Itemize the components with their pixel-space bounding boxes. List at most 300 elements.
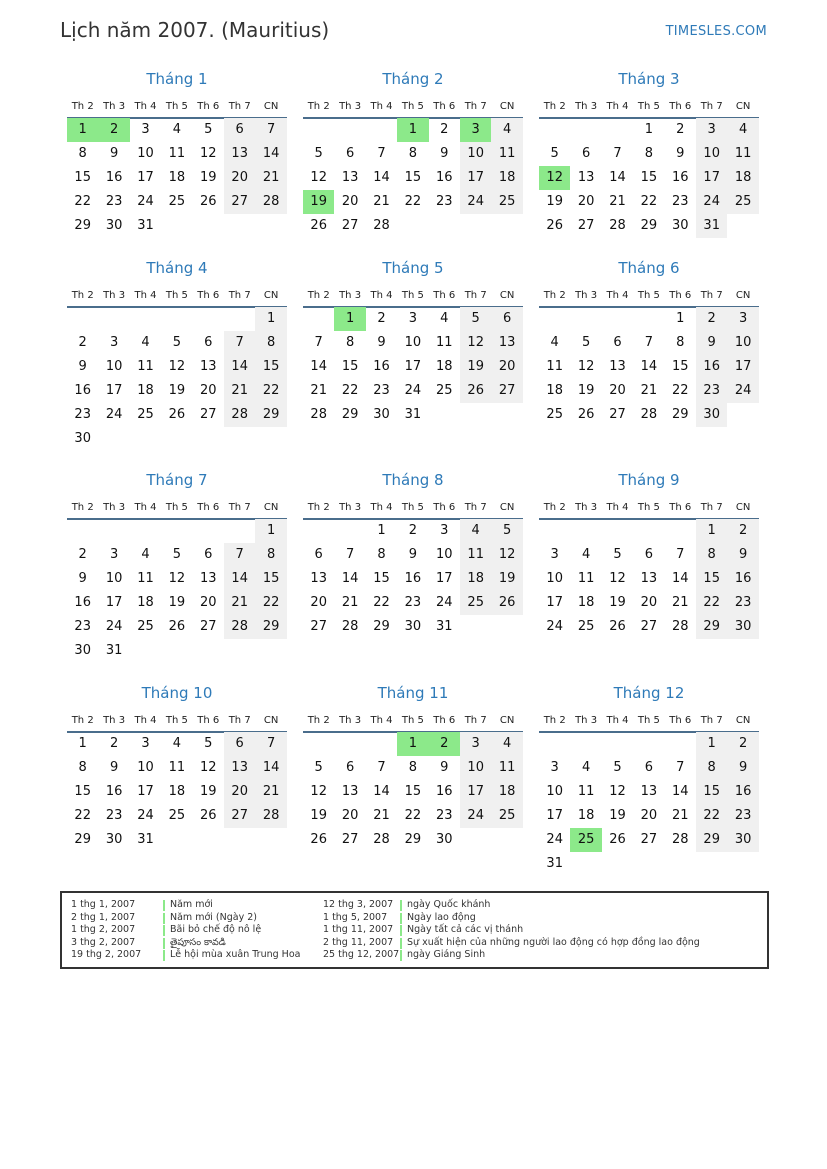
day-cell[interactable]: 26 — [460, 379, 491, 403]
day-cell[interactable]: 31 — [105, 643, 123, 658]
day-cell[interactable]: 7 — [255, 118, 286, 142]
day-cell[interactable]: 1 — [255, 307, 286, 331]
day-cell[interactable]: 8 — [408, 760, 418, 775]
day-cell[interactable]: 20 — [200, 383, 217, 398]
day-cell[interactable]: 24 — [137, 194, 154, 209]
day-cell[interactable]: 25 — [577, 619, 595, 634]
day-cell[interactable]: 15 — [373, 571, 390, 586]
day-cell[interactable]: 13 — [341, 784, 359, 799]
day-cell[interactable]: 8 — [377, 547, 386, 562]
day-cell[interactable]: 24 — [546, 619, 563, 634]
day-cell[interactable]: 5 — [613, 547, 622, 562]
day-cell[interactable]: 22 — [74, 194, 91, 209]
day-cell[interactable]: 22 — [341, 383, 359, 398]
day-cell[interactable]: 2 — [377, 311, 386, 326]
day-cell[interactable]: 14 — [255, 142, 286, 166]
day-cell[interactable]: 27 — [310, 619, 327, 634]
holiday-day-cell[interactable]: 3 — [460, 118, 491, 142]
day-cell[interactable]: 17 — [137, 784, 154, 799]
day-cell[interactable]: 21 — [640, 383, 658, 398]
day-cell[interactable]: 18 — [577, 595, 595, 610]
day-cell[interactable]: 13 — [640, 571, 658, 586]
day-cell[interactable]: 19 — [168, 595, 186, 610]
day-cell[interactable]: 7 — [345, 547, 355, 562]
day-cell[interactable]: 18 — [491, 166, 522, 190]
day-cell[interactable]: 20 — [224, 780, 255, 804]
day-cell[interactable]: 9 — [78, 571, 87, 586]
day-cell[interactable]: 7 — [224, 543, 255, 567]
day-cell[interactable]: 9 — [676, 146, 685, 161]
day-cell[interactable]: 6 — [314, 547, 323, 562]
day-cell[interactable]: 18 — [168, 170, 186, 185]
holiday-day-cell[interactable]: 19 — [303, 190, 334, 214]
day-cell[interactable]: 17 — [436, 571, 453, 586]
day-cell[interactable]: 28 — [373, 218, 390, 233]
day-cell[interactable]: 14 — [341, 571, 359, 586]
day-cell[interactable]: 26 — [546, 218, 563, 233]
day-cell[interactable]: 25 — [460, 591, 491, 615]
day-cell[interactable]: 23 — [436, 808, 453, 823]
day-cell[interactable]: 5 — [460, 307, 491, 331]
brand-link[interactable]: TIMESLES.COM — [665, 24, 767, 39]
day-cell[interactable]: 31 — [546, 856, 563, 871]
day-cell[interactable]: 7 — [676, 547, 685, 562]
day-cell[interactable]: 21 — [310, 383, 327, 398]
day-cell[interactable]: 30 — [727, 828, 758, 852]
day-cell[interactable]: 3 — [141, 736, 150, 751]
day-cell[interactable]: 4 — [491, 118, 522, 142]
day-cell[interactable]: 16 — [74, 595, 91, 610]
day-cell[interactable]: 6 — [204, 547, 213, 562]
day-cell[interactable]: 26 — [491, 591, 522, 615]
day-cell[interactable]: 21 — [609, 194, 626, 209]
day-cell[interactable]: 11 — [137, 571, 154, 586]
day-cell[interactable]: 15 — [696, 567, 727, 591]
day-cell[interactable]: 6 — [224, 118, 255, 142]
day-cell[interactable]: 26 — [577, 407, 595, 422]
day-cell[interactable]: 25 — [727, 190, 758, 214]
day-cell[interactable]: 30 — [404, 619, 422, 634]
day-cell[interactable]: 14 — [373, 170, 390, 185]
day-cell[interactable]: 3 — [550, 760, 559, 775]
day-cell[interactable]: 11 — [577, 784, 595, 799]
day-cell[interactable]: 21 — [224, 379, 255, 403]
day-cell[interactable]: 23 — [105, 808, 123, 823]
day-cell[interactable]: 6 — [224, 732, 255, 756]
day-cell[interactable]: 28 — [672, 619, 689, 634]
day-cell[interactable]: 16 — [404, 571, 422, 586]
day-cell[interactable]: 2 — [408, 523, 418, 538]
day-cell[interactable]: 18 — [727, 166, 758, 190]
holiday-day-cell[interactable]: 1 — [397, 118, 428, 142]
day-cell[interactable]: 22 — [74, 808, 91, 823]
day-cell[interactable]: 3 — [550, 547, 559, 562]
day-cell[interactable]: 29 — [255, 615, 286, 639]
day-cell[interactable]: 2 — [727, 732, 758, 756]
day-cell[interactable]: 20 — [491, 355, 522, 379]
day-cell[interactable]: 30 — [105, 832, 123, 847]
day-cell[interactable]: 14 — [609, 170, 626, 185]
day-cell[interactable]: 3 — [440, 523, 449, 538]
day-cell[interactable]: 7 — [224, 331, 255, 355]
day-cell[interactable]: 25 — [168, 808, 186, 823]
day-cell[interactable]: 6 — [644, 760, 654, 775]
day-cell[interactable]: 27 — [341, 218, 359, 233]
day-cell[interactable]: 4 — [172, 122, 182, 137]
day-cell[interactable]: 26 — [200, 194, 217, 209]
day-cell[interactable]: 30 — [74, 431, 91, 446]
day-cell[interactable]: 13 — [200, 359, 217, 374]
day-cell[interactable]: 12 — [310, 170, 327, 185]
holiday-day-cell[interactable]: 25 — [570, 828, 601, 852]
day-cell[interactable]: 22 — [696, 804, 727, 828]
day-cell[interactable]: 8 — [345, 335, 355, 350]
day-cell[interactable]: 16 — [727, 567, 758, 591]
day-cell[interactable]: 18 — [491, 780, 522, 804]
day-cell[interactable]: 17 — [696, 166, 727, 190]
day-cell[interactable]: 18 — [137, 595, 154, 610]
day-cell[interactable]: 29 — [696, 615, 727, 639]
day-cell[interactable]: 12 — [200, 760, 217, 775]
day-cell[interactable]: 25 — [137, 407, 154, 422]
day-cell[interactable]: 2 — [440, 122, 449, 137]
day-cell[interactable]: 12 — [491, 543, 522, 567]
day-cell[interactable]: 11 — [491, 142, 522, 166]
day-cell[interactable]: 11 — [577, 571, 595, 586]
day-cell[interactable]: 26 — [310, 832, 327, 847]
day-cell[interactable]: 31 — [404, 407, 422, 422]
day-cell[interactable]: 27 — [640, 619, 658, 634]
day-cell[interactable]: 14 — [255, 756, 286, 780]
day-cell[interactable]: 23 — [404, 595, 422, 610]
day-cell[interactable]: 23 — [672, 194, 689, 209]
day-cell[interactable]: 13 — [577, 170, 595, 185]
day-cell[interactable]: 31 — [436, 619, 453, 634]
day-cell[interactable]: 22 — [672, 383, 689, 398]
day-cell[interactable]: 21 — [224, 591, 255, 615]
day-cell[interactable]: 31 — [696, 214, 727, 238]
day-cell[interactable]: 27 — [577, 218, 595, 233]
day-cell[interactable]: 6 — [345, 760, 355, 775]
day-cell[interactable]: 9 — [78, 359, 87, 374]
day-cell[interactable]: 7 — [377, 760, 386, 775]
day-cell[interactable]: 29 — [672, 407, 689, 422]
day-cell[interactable]: 4 — [460, 519, 491, 543]
day-cell[interactable]: 29 — [74, 218, 91, 233]
day-cell[interactable]: 24 — [546, 832, 563, 847]
day-cell[interactable]: 13 — [224, 756, 255, 780]
day-cell[interactable]: 4 — [491, 732, 522, 756]
holiday-day-cell[interactable]: 1 — [334, 307, 365, 331]
day-cell[interactable]: 28 — [255, 804, 286, 828]
day-cell[interactable]: 11 — [436, 335, 453, 350]
day-cell[interactable]: 27 — [224, 190, 255, 214]
day-cell[interactable]: 4 — [440, 311, 449, 326]
day-cell[interactable]: 5 — [172, 335, 182, 350]
day-cell[interactable]: 22 — [255, 379, 286, 403]
day-cell[interactable]: 17 — [460, 780, 491, 804]
day-cell[interactable]: 28 — [640, 407, 658, 422]
day-cell[interactable]: 10 — [696, 142, 727, 166]
day-cell[interactable]: 4 — [727, 118, 758, 142]
day-cell[interactable]: 9 — [109, 760, 119, 775]
day-cell[interactable]: 16 — [74, 383, 91, 398]
day-cell[interactable]: 15 — [404, 784, 422, 799]
day-cell[interactable]: 24 — [460, 190, 491, 214]
day-cell[interactable]: 13 — [491, 331, 522, 355]
day-cell[interactable]: 10 — [727, 331, 758, 355]
day-cell[interactable]: 16 — [672, 170, 689, 185]
day-cell[interactable]: 29 — [373, 619, 390, 634]
day-cell[interactable]: 18 — [577, 808, 595, 823]
day-cell[interactable]: 16 — [105, 170, 123, 185]
day-cell[interactable]: 30 — [373, 407, 390, 422]
day-cell[interactable]: 24 — [404, 383, 422, 398]
day-cell[interactable]: 22 — [404, 808, 422, 823]
day-cell[interactable]: 29 — [341, 407, 359, 422]
day-cell[interactable]: 12 — [609, 571, 626, 586]
day-cell[interactable]: 19 — [200, 784, 217, 799]
day-cell[interactable]: 20 — [341, 808, 359, 823]
day-cell[interactable]: 28 — [609, 218, 626, 233]
day-cell[interactable]: 20 — [224, 166, 255, 190]
day-cell[interactable]: 10 — [460, 142, 491, 166]
day-cell[interactable]: 22 — [404, 194, 422, 209]
day-cell[interactable]: 3 — [408, 311, 418, 326]
day-cell[interactable]: 2 — [696, 307, 727, 331]
day-cell[interactable]: 18 — [546, 383, 563, 398]
day-cell[interactable]: 29 — [255, 403, 286, 427]
day-cell[interactable]: 19 — [491, 567, 522, 591]
day-cell[interactable]: 18 — [137, 383, 154, 398]
day-cell[interactable]: 8 — [78, 760, 87, 775]
day-cell[interactable]: 24 — [727, 379, 758, 403]
day-cell[interactable]: 20 — [577, 194, 595, 209]
day-cell[interactable]: 2 — [78, 335, 87, 350]
day-cell[interactable]: 4 — [581, 547, 591, 562]
day-cell[interactable]: 25 — [137, 619, 154, 634]
day-cell[interactable]: 12 — [609, 784, 626, 799]
day-cell[interactable]: 26 — [200, 808, 217, 823]
day-cell[interactable]: 2 — [78, 547, 87, 562]
day-cell[interactable]: 11 — [168, 146, 186, 161]
day-cell[interactable]: 7 — [377, 146, 386, 161]
day-cell[interactable]: 21 — [255, 166, 286, 190]
day-cell[interactable]: 27 — [200, 407, 217, 422]
day-cell[interactable]: 8 — [408, 146, 418, 161]
day-cell[interactable]: 18 — [168, 784, 186, 799]
day-cell[interactable]: 5 — [581, 335, 591, 350]
day-cell[interactable]: 13 — [341, 170, 359, 185]
day-cell[interactable]: 15 — [640, 170, 658, 185]
day-cell[interactable]: 21 — [672, 808, 689, 823]
day-cell[interactable]: 8 — [696, 543, 727, 567]
day-cell[interactable]: 15 — [255, 355, 286, 379]
day-cell[interactable]: 24 — [436, 595, 453, 610]
day-cell[interactable]: 7 — [613, 146, 622, 161]
day-cell[interactable]: 18 — [436, 359, 453, 374]
day-cell[interactable]: 19 — [577, 383, 595, 398]
day-cell[interactable]: 13 — [224, 142, 255, 166]
day-cell[interactable]: 24 — [696, 190, 727, 214]
day-cell[interactable]: 10 — [404, 335, 422, 350]
day-cell[interactable]: 23 — [74, 407, 91, 422]
day-cell[interactable]: 27 — [341, 832, 359, 847]
day-cell[interactable]: 10 — [546, 571, 563, 586]
day-cell[interactable]: 17 — [460, 166, 491, 190]
day-cell[interactable]: 23 — [105, 194, 123, 209]
day-cell[interactable]: 5 — [314, 146, 323, 161]
day-cell[interactable]: 26 — [168, 407, 186, 422]
day-cell[interactable]: 27 — [224, 804, 255, 828]
day-cell[interactable]: 17 — [105, 383, 123, 398]
day-cell[interactable]: 12 — [200, 146, 217, 161]
day-cell[interactable]: 9 — [408, 547, 418, 562]
day-cell[interactable]: 19 — [609, 808, 626, 823]
day-cell[interactable]: 7 — [676, 760, 685, 775]
day-cell[interactable]: 10 — [460, 756, 491, 780]
day-cell[interactable]: 19 — [460, 355, 491, 379]
day-cell[interactable]: 28 — [310, 407, 327, 422]
day-cell[interactable]: 14 — [672, 571, 689, 586]
day-cell[interactable]: 5 — [204, 122, 213, 137]
day-cell[interactable]: 2 — [109, 736, 119, 751]
day-cell[interactable]: 25 — [546, 407, 563, 422]
day-cell[interactable]: 3 — [141, 122, 150, 137]
day-cell[interactable]: 11 — [137, 359, 154, 374]
day-cell[interactable]: 12 — [310, 784, 327, 799]
day-cell[interactable]: 27 — [640, 832, 658, 847]
day-cell[interactable]: 25 — [491, 804, 522, 828]
day-cell[interactable]: 1 — [696, 732, 727, 756]
day-cell[interactable]: 4 — [581, 760, 591, 775]
day-cell[interactable]: 5 — [550, 146, 559, 161]
day-cell[interactable]: 20 — [609, 383, 626, 398]
day-cell[interactable]: 17 — [137, 170, 154, 185]
day-cell[interactable]: 9 — [727, 543, 758, 567]
day-cell[interactable]: 19 — [546, 194, 563, 209]
day-cell[interactable]: 28 — [672, 832, 689, 847]
day-cell[interactable]: 1 — [377, 523, 386, 538]
day-cell[interactable]: 22 — [373, 595, 390, 610]
day-cell[interactable]: 8 — [676, 335, 685, 350]
day-cell[interactable]: 10 — [105, 571, 123, 586]
day-cell[interactable]: 16 — [436, 784, 453, 799]
day-cell[interactable]: 21 — [341, 595, 359, 610]
day-cell[interactable]: 12 — [168, 571, 186, 586]
day-cell[interactable]: 15 — [74, 784, 91, 799]
day-cell[interactable]: 17 — [727, 355, 758, 379]
day-cell[interactable]: 19 — [200, 170, 217, 185]
day-cell[interactable]: 13 — [609, 359, 626, 374]
day-cell[interactable]: 9 — [440, 760, 449, 775]
day-cell[interactable]: 19 — [168, 383, 186, 398]
day-cell[interactable]: 9 — [440, 146, 449, 161]
day-cell[interactable]: 30 — [105, 218, 123, 233]
day-cell[interactable]: 23 — [727, 804, 758, 828]
day-cell[interactable]: 23 — [74, 619, 91, 634]
day-cell[interactable]: 4 — [141, 335, 150, 350]
day-cell[interactable]: 10 — [546, 784, 563, 799]
day-cell[interactable]: 5 — [204, 736, 213, 751]
day-cell[interactable]: 6 — [345, 146, 355, 161]
day-cell[interactable]: 9 — [696, 331, 727, 355]
day-cell[interactable]: 12 — [168, 359, 186, 374]
day-cell[interactable]: 24 — [105, 407, 123, 422]
day-cell[interactable]: 15 — [341, 359, 359, 374]
day-cell[interactable]: 16 — [436, 170, 453, 185]
day-cell[interactable]: 8 — [696, 756, 727, 780]
day-cell[interactable]: 4 — [172, 736, 182, 751]
day-cell[interactable]: 12 — [460, 331, 491, 355]
day-cell[interactable]: 15 — [404, 170, 422, 185]
day-cell[interactable]: 2 — [676, 122, 685, 137]
day-cell[interactable]: 11 — [168, 760, 186, 775]
day-cell[interactable]: 20 — [341, 194, 359, 209]
day-cell[interactable]: 9 — [377, 335, 386, 350]
day-cell[interactable]: 28 — [255, 190, 286, 214]
day-cell[interactable]: 28 — [224, 615, 255, 639]
day-cell[interactable]: 1 — [696, 519, 727, 543]
day-cell[interactable]: 17 — [546, 808, 563, 823]
day-cell[interactable]: 11 — [546, 359, 563, 374]
day-cell[interactable]: 23 — [373, 383, 390, 398]
day-cell[interactable]: 21 — [373, 808, 390, 823]
day-cell[interactable]: 15 — [255, 567, 286, 591]
day-cell[interactable]: 4 — [550, 335, 559, 350]
day-cell[interactable]: 17 — [546, 595, 563, 610]
day-cell[interactable]: 3 — [460, 732, 491, 756]
day-cell[interactable]: 1 — [78, 736, 87, 751]
day-cell[interactable]: 30 — [696, 403, 727, 427]
day-cell[interactable]: 15 — [672, 359, 689, 374]
day-cell[interactable]: 26 — [609, 619, 626, 634]
day-cell[interactable]: 6 — [613, 335, 622, 350]
day-cell[interactable]: 25 — [491, 190, 522, 214]
day-cell[interactable]: 6 — [204, 335, 213, 350]
day-cell[interactable]: 1 — [644, 122, 654, 137]
day-cell[interactable]: 16 — [373, 359, 390, 374]
day-cell[interactable]: 23 — [696, 379, 727, 403]
day-cell[interactable]: 31 — [137, 832, 154, 847]
day-cell[interactable]: 30 — [727, 615, 758, 639]
day-cell[interactable]: 19 — [609, 595, 626, 610]
day-cell[interactable]: 12 — [577, 359, 595, 374]
day-cell[interactable]: 14 — [373, 784, 390, 799]
day-cell[interactable]: 1 — [676, 311, 685, 326]
day-cell[interactable]: 3 — [696, 118, 727, 142]
day-cell[interactable]: 10 — [137, 146, 154, 161]
day-cell[interactable]: 6 — [644, 547, 654, 562]
day-cell[interactable]: 28 — [373, 832, 390, 847]
day-cell[interactable]: 10 — [137, 760, 154, 775]
day-cell[interactable]: 13 — [200, 571, 217, 586]
day-cell[interactable]: 18 — [460, 567, 491, 591]
day-cell[interactable]: 11 — [460, 543, 491, 567]
holiday-day-cell[interactable]: 1 — [397, 732, 428, 756]
day-cell[interactable]: 21 — [373, 194, 390, 209]
day-cell[interactable]: 14 — [224, 355, 255, 379]
day-cell[interactable]: 6 — [491, 307, 522, 331]
day-cell[interactable]: 28 — [224, 403, 255, 427]
holiday-day-cell[interactable]: 12 — [539, 166, 570, 190]
day-cell[interactable]: 8 — [255, 543, 286, 567]
day-cell[interactable]: 31 — [137, 218, 154, 233]
day-cell[interactable]: 14 — [310, 359, 327, 374]
day-cell[interactable]: 10 — [105, 359, 123, 374]
day-cell[interactable]: 24 — [137, 808, 154, 823]
day-cell[interactable]: 14 — [672, 784, 689, 799]
